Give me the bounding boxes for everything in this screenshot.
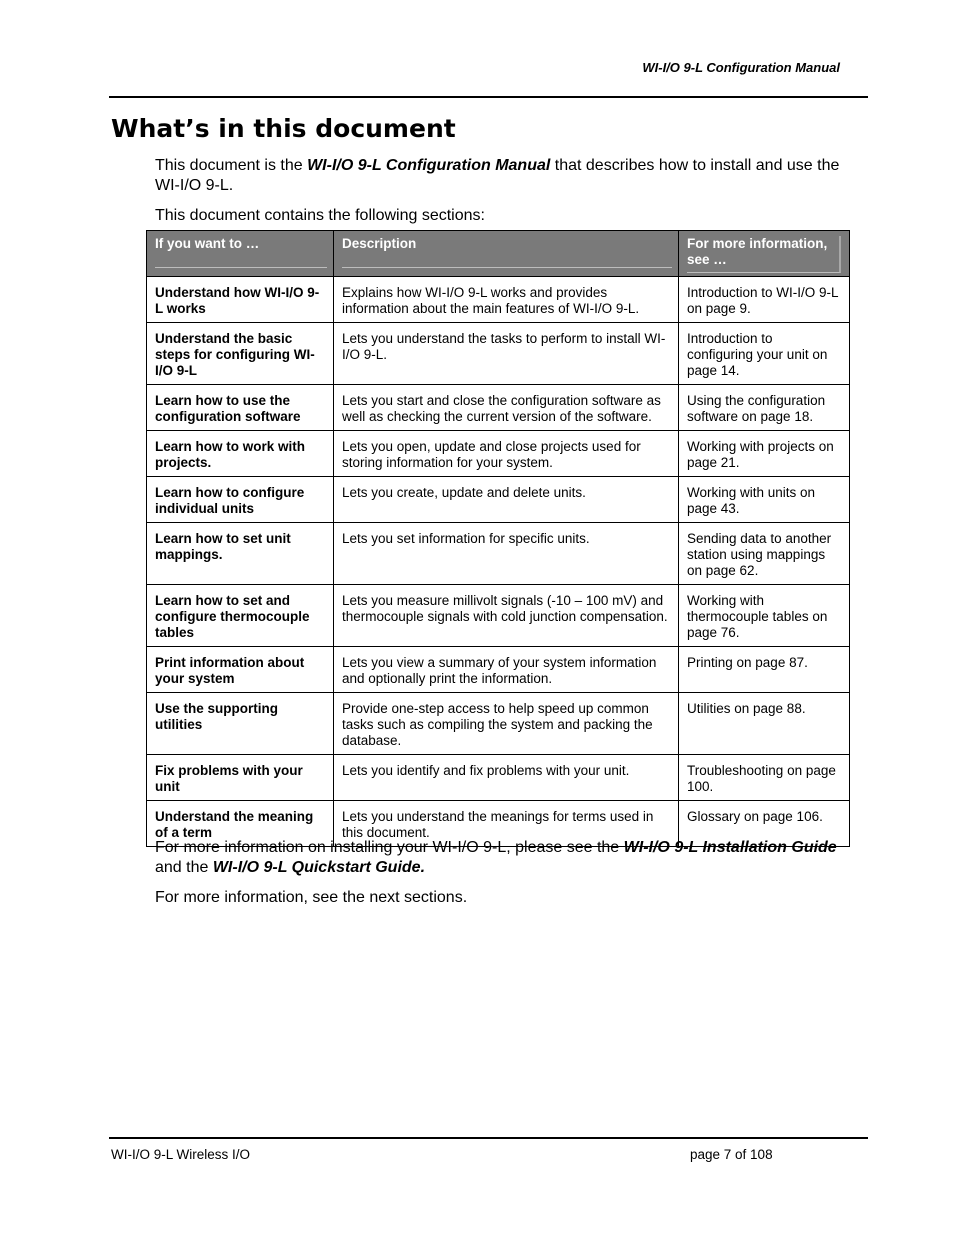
installation-guide-name: WI-I/O 9-L Installation Guide: [623, 839, 837, 856]
header-description: [334, 231, 679, 277]
cell-want: Learn how to configure individual units: [147, 477, 334, 523]
table-header-row: [147, 231, 850, 277]
cell-want: Learn how to set and configure thermocouple tables: [147, 585, 334, 647]
cell-more-info: Troubleshooting on page 100.: [679, 755, 850, 801]
header-more-info: [679, 231, 850, 277]
table-row: [147, 477, 850, 523]
table-row: [147, 693, 850, 755]
cell-description: Lets you open, update and close projects used for storing information for your system.: [334, 431, 679, 477]
cell-want: Fix problems with your unit: [147, 755, 334, 801]
cell-more-info: Introduction to WI-I/O 9-L on page 9.: [679, 277, 850, 323]
cell-want: Understand the basic steps for configuring WI-I/O 9-L: [147, 323, 334, 385]
more-info-paragraph: [155, 838, 867, 878]
table-row: [147, 277, 850, 323]
intro-before: This document is the: [155, 157, 308, 174]
sections-table: [146, 230, 850, 847]
cell-want: Print information about your system: [147, 647, 334, 693]
cell-description: Lets you understand the tasks to perform to install WI-I/O 9-L.: [334, 323, 679, 385]
header-description-label: Description: [342, 236, 672, 268]
footer-rule: [109, 1137, 868, 1139]
cell-description: Lets you start and close the configuration software as well as checking the current version of the software.: [334, 385, 679, 431]
table-row: [147, 755, 850, 801]
more-info-after: .: [420, 859, 426, 876]
cell-want: Use the supporting utilities: [147, 693, 334, 755]
cell-more-info: Working with projects on page 21.: [679, 431, 850, 477]
manual-name: WI-I/O 9-L Configuration Manual: [307, 157, 551, 174]
header-want-label: If you want to …: [155, 236, 327, 268]
header-rule: [109, 96, 868, 98]
cell-description: Explains how WI-I/O 9-L works and provides information about the main features of WI-I/O 9-L.: [334, 277, 679, 323]
cell-description: Lets you create, update and delete units.: [334, 477, 679, 523]
header-want: [147, 231, 334, 277]
table-row: [147, 385, 850, 431]
cell-more-info: Using the configuration software on page 18.: [679, 385, 850, 431]
quickstart-guide-name: WI-I/O 9-L Quickstart Guide: [212, 859, 421, 876]
cell-want: Learn how to use the configuration software: [147, 385, 334, 431]
cell-description: Lets you measure millivolt signals (-10 – 100 mV) and thermocouple signals with cold junction compensation.: [334, 585, 679, 647]
table-row: [147, 647, 850, 693]
header-more-info-label: For more information, see …: [687, 236, 841, 273]
cell-more-info: Glossary on page 106.: [679, 801, 850, 847]
table-row: [147, 431, 850, 477]
intro-after: that describes how to install and use the WI-I/O 9-L.: [155, 157, 840, 194]
intro-paragraph: [155, 156, 867, 196]
cell-more-info: Sending data to another station using mappings on page 62.: [679, 523, 850, 585]
cell-more-info: Printing on page 87.: [679, 647, 850, 693]
cell-description: Lets you set information for specific units.: [334, 523, 679, 585]
page-title: What’s in this document: [111, 114, 456, 143]
footer-product: WI-I/O 9-L Wireless I/O: [111, 1147, 251, 1162]
sections-intro: This document contains the following sections:: [155, 207, 485, 224]
next-sections-paragraph: For more information, see the next sections.: [155, 889, 468, 906]
more-info-before: For more information on installing your WI-I/O 9-L, please see the: [155, 839, 624, 856]
table-row: [147, 523, 850, 585]
table-row: [147, 585, 850, 647]
cell-more-info: Working with thermocouple tables on page 76.: [679, 585, 850, 647]
footer-page-number: page 7 of 108: [690, 1147, 773, 1162]
cell-want: Learn how to work with projects.: [147, 431, 334, 477]
cell-want: Learn how to set unit mappings.: [147, 523, 334, 585]
cell-description: Lets you view a summary of your system information and optionally print the information.: [334, 647, 679, 693]
cell-description: Lets you identify and fix problems with your unit.: [334, 755, 679, 801]
cell-description: Lets you understand the meanings for terms used in this document.: [334, 801, 679, 847]
cell-want: Understand the meaning of a term: [147, 801, 334, 847]
cell-want: Understand how WI-I/O 9-L works: [147, 277, 334, 323]
cell-more-info: Working with units on page 43.: [679, 477, 850, 523]
more-info-middle: and the: [155, 859, 213, 876]
cell-more-info: Utilities on page 88.: [679, 693, 850, 755]
table-row: [147, 323, 850, 385]
cell-description: Provide one-step access to help speed up common tasks such as compiling the system and packing the database.: [334, 693, 679, 755]
running-header: WI-I/O 9-L Configuration Manual: [642, 60, 840, 75]
cell-more-info: Introduction to configuring your unit on page 14.: [679, 323, 850, 385]
